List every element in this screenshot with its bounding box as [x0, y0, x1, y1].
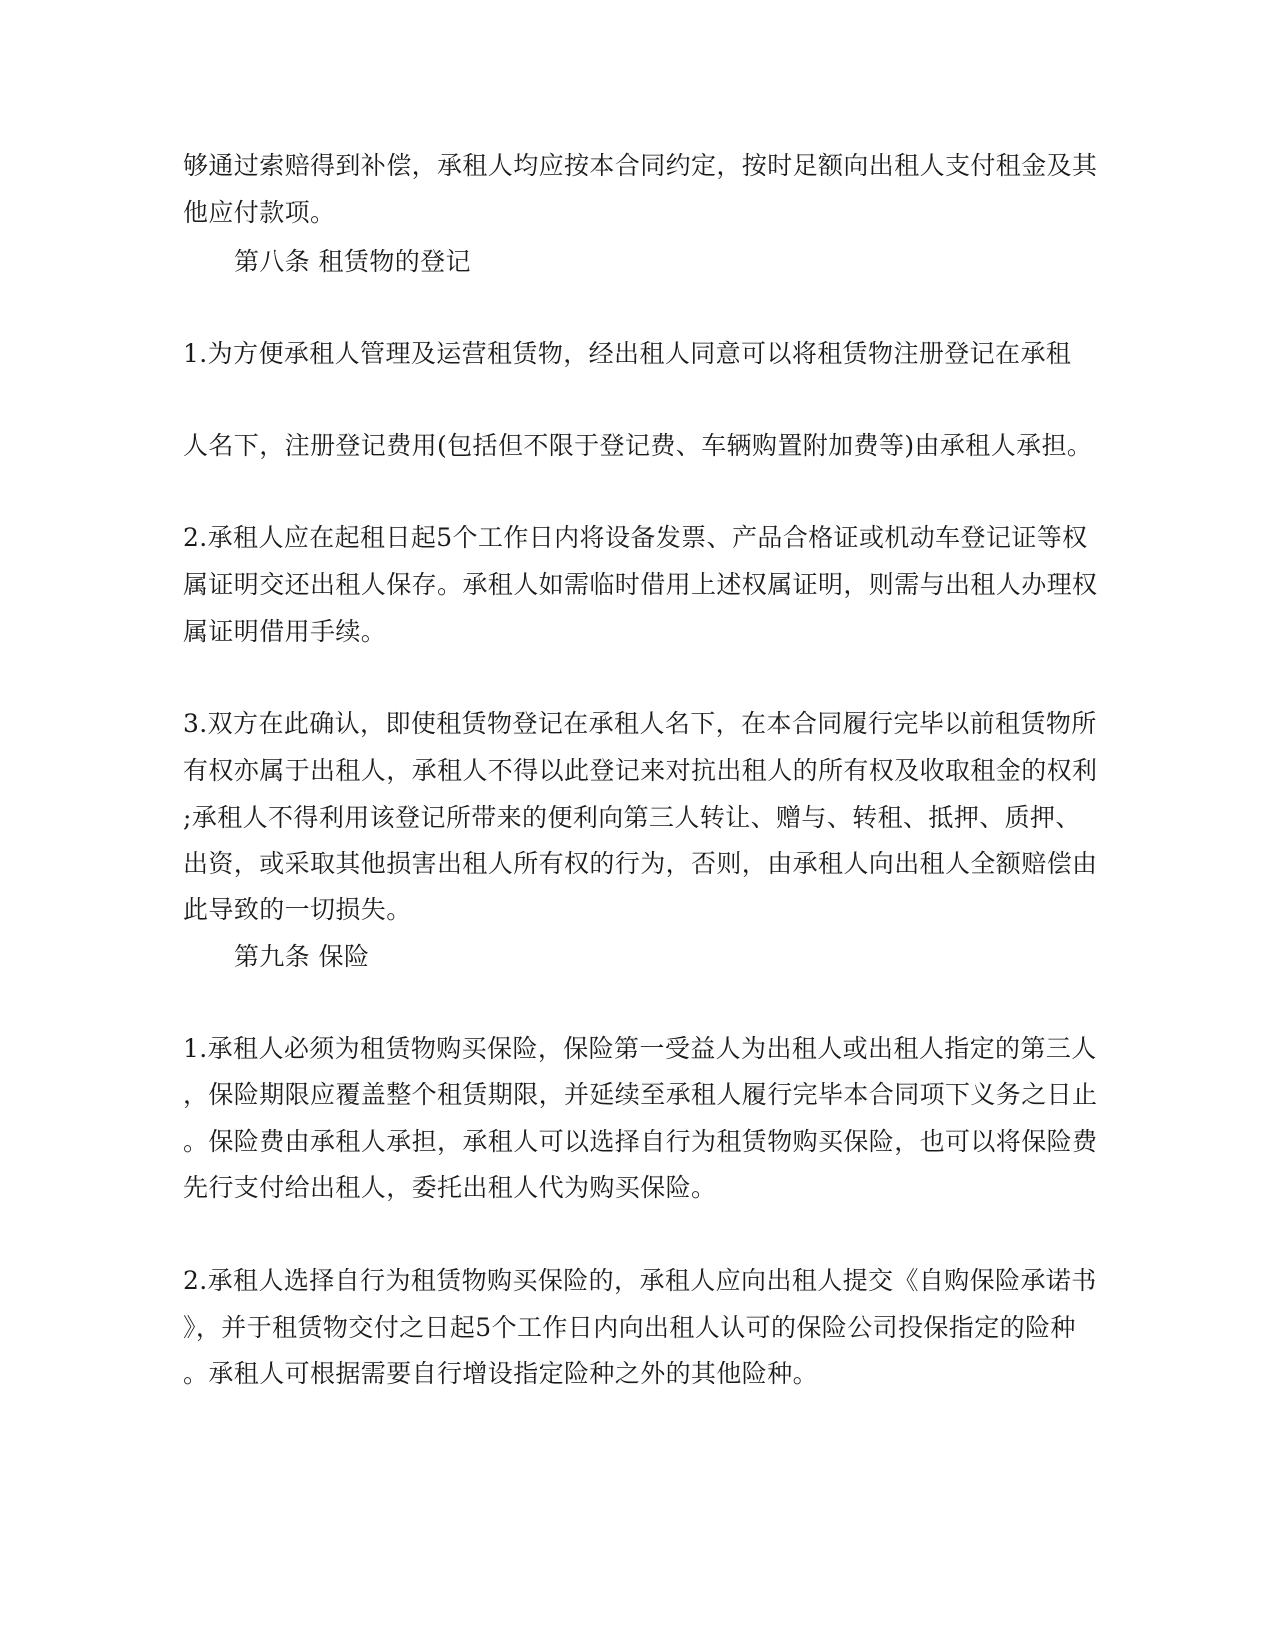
text-line: 人名下，注册登记费用(包括但不限于登记费、车辆购置附加费等)由承租人承担。: [183, 431, 1093, 460]
text-line: 2.承租人选择自行为租赁物购买保险的，承租人应向出租人提交《自购保险承诺书: [183, 1266, 1097, 1295]
text-line: 此导致的一切损失。: [183, 895, 412, 924]
text-line: ;承租人不得利用该登记所带来的便利向第三人转让、赠与、转租、抵押、质押、: [183, 803, 1081, 832]
text-line: 。承租人可根据需要自行增设指定险种之外的其他险种。: [183, 1359, 819, 1388]
section-heading: 第八条 租赁物的登记: [234, 247, 471, 276]
text-line: 2.承租人应在起租日起5个工作日内将设备发票、产品合格证或机动车登记证等权: [183, 523, 1088, 552]
text-line: 1.为方便承租人管理及运营租赁物，经出租人同意可以将租赁物注册登记在承租: [183, 339, 1072, 368]
text-line: 》，并于租赁物交付之日起5个工作日内向出租人认可的保险公司投保指定的险种: [183, 1313, 1076, 1342]
text-line: 够通过索赔得到补偿，承租人均应按本合同约定，按时足额向出租人支付租金及其: [183, 151, 1098, 180]
text-line: 。保险费由承租人承担，承租人可以选择自行为租赁物购买保险，也可以将保险费: [183, 1127, 1098, 1156]
text-line: 有权亦属于出租人，承租人不得以此登记来对抗出租人的所有权及收取租金的权利: [183, 756, 1098, 785]
section-heading: 第九条 保险: [234, 942, 370, 971]
text-line: 出资，或采取其他损害出租人所有权的行为，否则，由承租人向出租人全额赔偿由: [183, 849, 1098, 878]
text-line: 属证明交还出租人保存。承租人如需临时借用上述权属证明，则需与出租人办理权: [183, 570, 1098, 599]
text-line: 先行支付给出租人，委托出租人代为购买保险。: [183, 1173, 717, 1202]
text-line: 他应付款项。: [183, 198, 336, 227]
text-line: ，保险期限应覆盖整个租赁期限，并延续至承租人履行完毕本合同项下义务之日止: [183, 1080, 1098, 1109]
text-line: 属证明借用手续。: [183, 617, 387, 646]
text-line: 1.承租人必须为租赁物购买保险，保险第一受益人为出租人或出租人指定的第三人: [183, 1034, 1097, 1063]
text-line: 3.双方在此确认，即使租赁物登记在承租人名下，在本合同履行完毕以前租赁物所: [183, 709, 1097, 738]
